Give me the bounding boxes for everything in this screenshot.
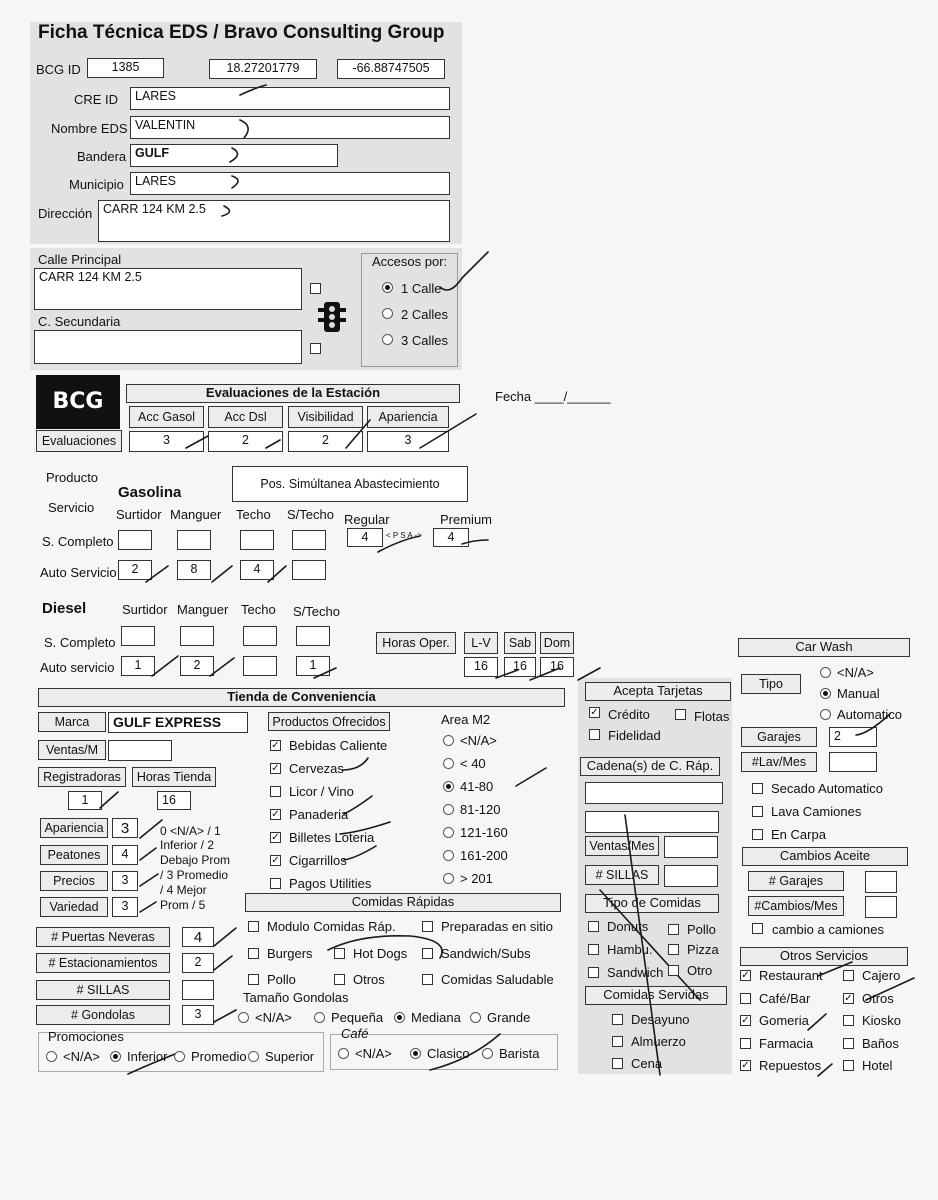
- marca-label: Marca: [38, 712, 106, 732]
- promo-3-radio[interactable]: [174, 1051, 185, 1062]
- puertas-field[interactable]: 4: [182, 927, 214, 947]
- tarjeta-flotas-checkbox[interactable]: [675, 709, 686, 720]
- servicio-label: Servicio: [48, 500, 95, 515]
- servida-cena-checkbox[interactable]: [612, 1058, 623, 1069]
- dsl-col-surtidor: Surtidor: [122, 602, 168, 617]
- carwash-tipo-1-label: <N/A>: [837, 665, 874, 680]
- servida-desayuno-label: Desayuno: [631, 1012, 690, 1027]
- area-3-radio[interactable]: [443, 781, 454, 792]
- cre-id-field[interactable]: LARES: [130, 87, 450, 110]
- bandera-label: Bandera: [77, 149, 127, 164]
- ventas-field[interactable]: [108, 740, 172, 761]
- registradoras-label: Registradoras: [38, 767, 126, 787]
- cadena-sillas-field[interactable]: [664, 865, 718, 887]
- producto-cervezas-checkbox[interactable]: ✓: [271, 763, 280, 774]
- producto-cigarrillos-checkbox[interactable]: ✓: [271, 855, 280, 866]
- registradoras-field[interactable]: 1: [68, 791, 102, 810]
- comida-burgers-checkbox[interactable]: [248, 948, 259, 959]
- tamano-gondolas-label: Tamaño Gondolas: [243, 990, 349, 1005]
- horas-lv-header: L-V: [464, 632, 498, 654]
- gas-s-completo-label: S. Completo: [42, 534, 114, 549]
- eval-apariencia-header: Apariencia: [367, 406, 449, 428]
- dsl-sc-surtidor[interactable]: [121, 626, 155, 646]
- dsl-col-manguer: Manguer: [177, 602, 229, 617]
- gas-as-techo[interactable]: 4: [240, 560, 274, 580]
- calle-secundaria-label: C. Secundaria: [38, 314, 121, 329]
- accesos-label: Accesos por:: [372, 254, 448, 269]
- eval-acc-dsl-header: Acc Dsl: [208, 406, 283, 428]
- accesos-2-radio[interactable]: [382, 308, 393, 319]
- comida-comidas-saludable-checkbox[interactable]: [422, 974, 433, 985]
- direccion-label: Dirección: [38, 206, 93, 221]
- peatones-field[interactable]: 4: [112, 845, 138, 865]
- cafe-3-label: Barista: [499, 1046, 540, 1061]
- promo-4-radio[interactable]: [248, 1051, 259, 1062]
- scale-line-5: / 4 Mejor: [160, 883, 207, 897]
- producto-licor-vino-checkbox[interactable]: [270, 786, 281, 797]
- area-1-radio[interactable]: [443, 735, 454, 746]
- accesos-1-label: 1 Calle: [401, 281, 442, 296]
- carwash-lava-camiones-label: Lava Camiones: [771, 804, 862, 819]
- pos-simultanea-box: Pos. Simúltanea Abastecimiento: [232, 466, 468, 502]
- aceite-camiones-label: cambio a camiones: [772, 922, 884, 937]
- scale-line-1: 0 <N/A> / 1: [160, 824, 221, 838]
- otro-restaurant-checkbox[interactable]: ✓: [741, 970, 750, 981]
- gas-sc-surtidor[interactable]: [118, 530, 152, 550]
- tipo-pizza-checkbox[interactable]: [668, 944, 679, 955]
- premium-label: Premium: [440, 512, 493, 527]
- gas-as-stecho[interactable]: [292, 560, 326, 580]
- area-7-radio[interactable]: [443, 873, 454, 884]
- area-2-radio[interactable]: [443, 758, 454, 769]
- tipo-hambu-checkbox[interactable]: [588, 944, 599, 955]
- gondolas-label: # Gondolas: [36, 1005, 170, 1025]
- cadena-header: Cadena(s) de C. Ráp.: [580, 757, 720, 776]
- calle-principal-checkbox[interactable]: [310, 283, 321, 294]
- eval-visibilidad-field[interactable]: 2: [288, 431, 363, 452]
- comida-sandwich-subs-checkbox[interactable]: [422, 948, 433, 959]
- horas-sab-field[interactable]: 16: [504, 657, 536, 677]
- gondola-4-label: Grande: [487, 1010, 531, 1025]
- tarjetas-header: Acepta Tarjetas: [585, 682, 731, 701]
- area-1-label: <N/A>: [460, 733, 497, 748]
- aceite-garajes-field[interactable]: [865, 871, 897, 893]
- dsl-as-surtidor[interactable]: 1: [121, 656, 155, 676]
- producto-cigarrillos-label: Cigarrillos: [289, 853, 347, 868]
- dsl-as-manguer[interactable]: 2: [180, 656, 214, 676]
- regular-field[interactable]: 4: [347, 528, 383, 547]
- gondolas-field[interactable]: 3: [182, 1005, 214, 1025]
- tipo-sandwich-checkbox[interactable]: [588, 967, 599, 978]
- gondola-4-radio[interactable]: [470, 1012, 481, 1023]
- bcg-logo: BCG: [36, 375, 120, 429]
- tipo-comidas-header: Tipo de Comidas: [585, 894, 719, 913]
- eval-acc-dsl-field[interactable]: 2: [208, 431, 283, 452]
- tarjeta-credito-checkbox[interactable]: ✓: [590, 707, 599, 718]
- producto-cervezas-label: Cervezas: [289, 761, 344, 776]
- otro-gomeria-label: Gomeria: [759, 1013, 809, 1028]
- apariencia-label: Apariencia: [40, 818, 108, 838]
- area-4-label: 81-120: [460, 802, 501, 817]
- scale-line-4: / 3 Promedio: [160, 868, 229, 882]
- dsl-as-stecho[interactable]: 1: [296, 656, 330, 676]
- servida-almuerzo-label: Almuerzo: [631, 1034, 686, 1049]
- dsl-col-techo: Techo: [241, 602, 276, 617]
- cadena-sillas-label: # SILLAS: [585, 865, 659, 885]
- calle-secundaria-checkbox[interactable]: [310, 343, 321, 354]
- cre-id-label: CRE ID: [74, 92, 119, 107]
- tarjeta-flotas-label: Flotas: [694, 709, 730, 724]
- producto-billetes-loteria-checkbox[interactable]: ✓: [271, 832, 280, 843]
- evaluaciones-button[interactable]: Evaluaciones: [36, 430, 122, 452]
- carwash-secado-automatico-label: Secado Automatico: [771, 781, 884, 796]
- otro-repuestos-checkbox[interactable]: ✓: [741, 1060, 750, 1071]
- bandera-field[interactable]: GULF: [130, 144, 338, 167]
- aceite-camiones-checkbox[interactable]: [752, 923, 763, 934]
- carwash-garajes-field[interactable]: 2: [829, 727, 877, 747]
- sillas-label: # SILLAS: [36, 980, 170, 1000]
- otro-cajero-checkbox[interactable]: [843, 970, 854, 981]
- cafe-1-label: <N/A>: [355, 1046, 392, 1061]
- horas-dom-header: Dom: [540, 632, 574, 654]
- gas-auto-servicio-label: Auto Servicio: [40, 565, 117, 580]
- otro-caf-bar-label: Café/Bar: [759, 990, 811, 1006]
- ventas-label: Ventas/M: [38, 740, 106, 760]
- area-4-radio[interactable]: [443, 804, 454, 815]
- tipo-donuts-label: Donuts: [607, 919, 649, 934]
- tipo-pizza-label: Pizza: [687, 942, 719, 957]
- otro-ba-os-checkbox[interactable]: [843, 1038, 854, 1049]
- dsl-auto-servicio-label: Auto servicio: [40, 660, 115, 675]
- producto-licor-vino-label: Licor / Vino: [289, 784, 354, 799]
- gas-sc-stecho[interactable]: [292, 530, 326, 550]
- cafe-1-radio[interactable]: [338, 1048, 349, 1059]
- comida-sandwich-subs-label: Sandwich/Subs: [441, 946, 531, 961]
- horas-sab-header: Sab: [504, 632, 536, 654]
- cadena-ventas-label: Ventas/Mes: [585, 836, 659, 856]
- otro-ba-os-label: Baños: [862, 1035, 899, 1051]
- carwash-secado-automatico-checkbox[interactable]: [752, 783, 763, 794]
- municipio-label: Municipio: [69, 177, 124, 192]
- area-5-label: 121-160: [460, 825, 508, 840]
- calle-principal-label: Calle Principal: [38, 252, 122, 267]
- otro-otros-checkbox[interactable]: ✓: [844, 992, 853, 1004]
- carwash-tipo-1-radio[interactable]: [820, 667, 831, 678]
- area-6-label: 161-200: [460, 848, 508, 863]
- evaluaciones-header: Evaluaciones de la Estación: [126, 384, 460, 403]
- comida-preparadas-en-sitio-checkbox[interactable]: [422, 921, 433, 932]
- carwash-header: Car Wash: [738, 638, 910, 657]
- carwash-tipo-2-label: Manual: [837, 686, 880, 701]
- promo-2-label: Inferior: [127, 1049, 168, 1064]
- promo-2-radio[interactable]: [110, 1051, 121, 1062]
- horas-tienda-label: Horas Tienda: [132, 767, 216, 787]
- municipio-field[interactable]: LARES: [130, 172, 450, 195]
- carwash-garajes-label: Garajes: [741, 727, 817, 747]
- eval-apariencia-field[interactable]: 3: [367, 431, 449, 452]
- dsl-s-completo-label: S. Completo: [44, 635, 116, 650]
- comidas-header: Comidas Rápidas: [245, 893, 561, 912]
- traffic-light-icon: [318, 300, 346, 336]
- dsl-sc-stecho[interactable]: [296, 626, 330, 646]
- carwash-lav-field[interactable]: [829, 752, 877, 772]
- area-3-label: 41-80: [460, 779, 494, 794]
- gas-sc-techo[interactable]: [240, 530, 274, 550]
- dsl-col-stecho: S/Techo: [293, 604, 340, 619]
- carwash-tipo-2-radio[interactable]: [820, 688, 831, 699]
- otros-header: Otros Servicios: [740, 947, 908, 966]
- aceite-cambios-field[interactable]: [865, 896, 897, 918]
- producto-pagos-utilities-checkbox[interactable]: [270, 878, 281, 889]
- gas-sc-manguer[interactable]: [177, 530, 211, 550]
- gondola-2-label: Pequeña: [331, 1010, 384, 1025]
- nombre-eds-field[interactable]: VALENTIN: [130, 116, 450, 139]
- eval-acc-gasol-field[interactable]: 3: [129, 431, 204, 452]
- dsl-as-techo[interactable]: [243, 656, 277, 676]
- otro-caf-bar-checkbox[interactable]: [740, 993, 751, 1004]
- tarjeta-fidelidad-checkbox[interactable]: [589, 729, 600, 740]
- tienda-header: Tienda de Conveniencia: [38, 688, 565, 707]
- carwash-tipo-3-radio[interactable]: [820, 709, 831, 720]
- otro-otros-label: Otros: [862, 990, 894, 1006]
- page-title: Ficha Técnica EDS / Bravo Consulting Group: [38, 22, 445, 43]
- sillas-field[interactable]: [182, 980, 214, 1000]
- variedad-field[interactable]: 3: [112, 897, 138, 917]
- puertas-label: # Puertas Neveras: [36, 927, 170, 947]
- comida-burgers-label: Burgers: [267, 946, 313, 961]
- eval-acc-gasol-header: Acc Gasol: [129, 406, 204, 428]
- servida-desayuno-checkbox[interactable]: [612, 1014, 623, 1025]
- dsl-sc-manguer[interactable]: [180, 626, 214, 646]
- peatones-label: Peatones: [40, 845, 108, 865]
- tipo-pollo-label: Pollo: [687, 922, 716, 937]
- estacionamientos-label: # Estacionamientos: [36, 953, 170, 973]
- variedad-label: Variedad: [40, 897, 108, 917]
- accesos-2-label: 2 Calles: [401, 307, 448, 322]
- tipo-donuts-checkbox[interactable]: [588, 921, 599, 932]
- precios-field[interactable]: 3: [112, 871, 138, 891]
- carwash-lav-label: #Lav/Mes: [741, 752, 817, 772]
- producto-bebidas-caliente-label: Bebidas Caliente: [289, 738, 388, 753]
- productos-label: Productos Ofrecidos: [268, 712, 390, 731]
- otro-kiosko-label: Kiosko: [862, 1013, 902, 1028]
- direccion-field[interactable]: CARR 124 KM 2.5: [98, 200, 450, 242]
- carwash-en-carpa-checkbox[interactable]: [752, 829, 763, 840]
- premium-field[interactable]: 4: [433, 528, 469, 547]
- gas-as-manguer[interactable]: 8: [177, 560, 211, 580]
- accesos-3-label: 3 Calles: [401, 333, 448, 348]
- tipo-hambu-label: Hambu.: [607, 942, 653, 957]
- cadena-field-1[interactable]: [585, 782, 723, 804]
- horas-tienda-field[interactable]: 16: [157, 791, 191, 810]
- bcg-id-label: BCG ID: [36, 62, 81, 77]
- promociones-label: Promociones: [48, 1029, 124, 1044]
- comidas-servidas-header: Comidas Servidas: [585, 986, 727, 1005]
- servida-almuerzo-checkbox[interactable]: [612, 1036, 623, 1047]
- gasolina-label: Gasolina: [118, 484, 182, 501]
- comida-preparadas-en-sitio-label: Preparadas en sitio: [441, 919, 554, 934]
- otro-restaurant-label: Restaurant: [759, 968, 823, 983]
- aceite-cambios-label: #Cambios/Mes: [748, 896, 844, 916]
- otro-hotel-checkbox[interactable]: [843, 1060, 854, 1071]
- nombre-eds-label: Nombre EDS: [51, 121, 128, 136]
- carwash-tipo-3-label: Automatico: [837, 707, 903, 722]
- marca-field[interactable]: GULF EXPRESS: [108, 712, 248, 733]
- tipo-otro-checkbox[interactable]: [668, 965, 679, 976]
- area-label: Area M2: [441, 712, 491, 727]
- producto-panaderia-label: Panaderia: [289, 807, 349, 822]
- regular-label: Regular: [344, 512, 390, 527]
- producto-bebidas-caliente-checkbox[interactable]: ✓: [271, 740, 280, 751]
- producto-pagos-utilities-label: Pagos Utilities: [289, 876, 372, 891]
- tarjeta-fidelidad-label: Fidelidad: [608, 728, 661, 743]
- gondola-2-radio[interactable]: [314, 1012, 325, 1023]
- calle-secundaria-field[interactable]: [34, 330, 302, 364]
- latitude-field[interactable]: 18.27201779: [209, 59, 317, 79]
- gondola-3-label: Mediana: [411, 1010, 461, 1025]
- promo-3-label: Promedio: [191, 1049, 247, 1064]
- cafe-2-label: Clasico: [427, 1046, 470, 1061]
- promo-1-radio[interactable]: [46, 1051, 57, 1062]
- longitude-field[interactable]: -66.88747505: [337, 59, 445, 79]
- calle-principal-field[interactable]: CARR 124 KM 2.5: [34, 268, 302, 310]
- promo-4-label: Superior: [265, 1049, 315, 1064]
- comida-comidas-saludable-label: Comidas Saludable: [441, 972, 554, 987]
- gas-col-techo: Techo: [236, 507, 271, 522]
- scale-line-6: Prom / 5: [160, 898, 206, 912]
- gondola-3-radio[interactable]: [394, 1012, 405, 1023]
- aceite-garajes-label: # Garajes: [748, 871, 844, 891]
- horas-oper-button[interactable]: Horas Oper.: [376, 632, 456, 654]
- gondola-1-radio[interactable]: [238, 1012, 249, 1023]
- otro-hotel-label: Hotel: [862, 1058, 893, 1073]
- scale-line-3: Debajo Prom: [160, 853, 231, 867]
- gas-col-stecho: S/Techo: [287, 507, 334, 522]
- gas-col-manguer: Manguer: [170, 507, 222, 522]
- scale-line-2: Inferior / 2: [160, 838, 215, 852]
- producto-billetes-loteria-label: Billetes Loteria: [289, 830, 375, 845]
- area-2-label: < 40: [460, 756, 486, 771]
- carwash-tipo-label: Tipo: [741, 674, 801, 694]
- apariencia-field[interactable]: 3: [112, 818, 138, 838]
- diesel-label: Diesel: [42, 600, 87, 617]
- aceite-header: Cambios Aceite: [742, 847, 908, 866]
- estacionamientos-field[interactable]: 2: [182, 953, 214, 973]
- gondola-1-label: <N/A>: [255, 1010, 292, 1025]
- producto-panaderia-checkbox[interactable]: ✓: [271, 809, 280, 820]
- otro-repuestos-label: Repuestos: [759, 1058, 822, 1073]
- comida-modulo-comidas-r-p-checkbox[interactable]: [248, 921, 259, 932]
- fecha-label: Fecha ____/______: [495, 389, 611, 404]
- dsl-sc-techo[interactable]: [243, 626, 277, 646]
- comida-hot-dogs-checkbox[interactable]: [334, 948, 345, 959]
- area-5-radio[interactable]: [443, 827, 454, 838]
- psa-label: < P S A ->: [386, 531, 422, 540]
- tarjeta-credito-label: Crédito: [608, 707, 650, 722]
- precios-label: Precios: [40, 871, 108, 891]
- cadena-field-2[interactable]: [585, 811, 719, 833]
- accesos-3-radio[interactable]: [382, 334, 393, 345]
- comida-pollo-label: Pollo: [267, 972, 296, 987]
- carwash-en-carpa-label: En Carpa: [771, 827, 826, 842]
- cafe-label: Café: [341, 1026, 369, 1041]
- tipo-pollo-checkbox[interactable]: [668, 924, 679, 935]
- cafe-3-radio[interactable]: [482, 1048, 493, 1059]
- otro-farmacia-checkbox[interactable]: [740, 1038, 751, 1049]
- accesos-1-radio[interactable]: [382, 282, 393, 293]
- tipo-otro-label: Otro: [687, 963, 713, 978]
- otro-farmacia-label: Farmacia: [759, 1035, 814, 1051]
- comida-otros-label: Otros: [353, 972, 385, 987]
- cadena-ventas-field[interactable]: [664, 836, 718, 858]
- otro-kiosko-checkbox[interactable]: [843, 1015, 854, 1026]
- horas-lv-field[interactable]: 16: [464, 657, 498, 677]
- producto-label: Producto: [46, 470, 99, 485]
- comida-otros-checkbox[interactable]: [334, 974, 345, 985]
- gas-as-surtidor[interactable]: 2: [118, 560, 152, 580]
- gas-col-surtidor: Surtidor: [116, 507, 162, 522]
- comida-modulo-comidas-r-p-label: Modulo Comidas Ráp.: [267, 919, 396, 934]
- otro-gomeria-checkbox[interactable]: ✓: [741, 1015, 750, 1026]
- comida-pollo-checkbox[interactable]: [248, 974, 259, 985]
- horas-dom-field[interactable]: 16: [540, 657, 574, 677]
- bcg-id-field[interactable]: 1385: [87, 58, 164, 78]
- comida-hot-dogs-label: Hot Dogs: [353, 946, 408, 961]
- area-6-radio[interactable]: [443, 850, 454, 861]
- otro-cajero-label: Cajero: [862, 968, 901, 983]
- promo-1-label: <N/A>: [63, 1049, 100, 1064]
- servida-cena-label: Cena: [631, 1056, 663, 1071]
- eval-visibilidad-header: Visibilidad: [288, 406, 363, 428]
- tipo-sandwich-label: Sandwich: [607, 965, 664, 980]
- carwash-lava-camiones-checkbox[interactable]: [752, 806, 763, 817]
- cafe-2-radio[interactable]: [410, 1048, 421, 1059]
- area-7-label: > 201: [460, 871, 493, 886]
